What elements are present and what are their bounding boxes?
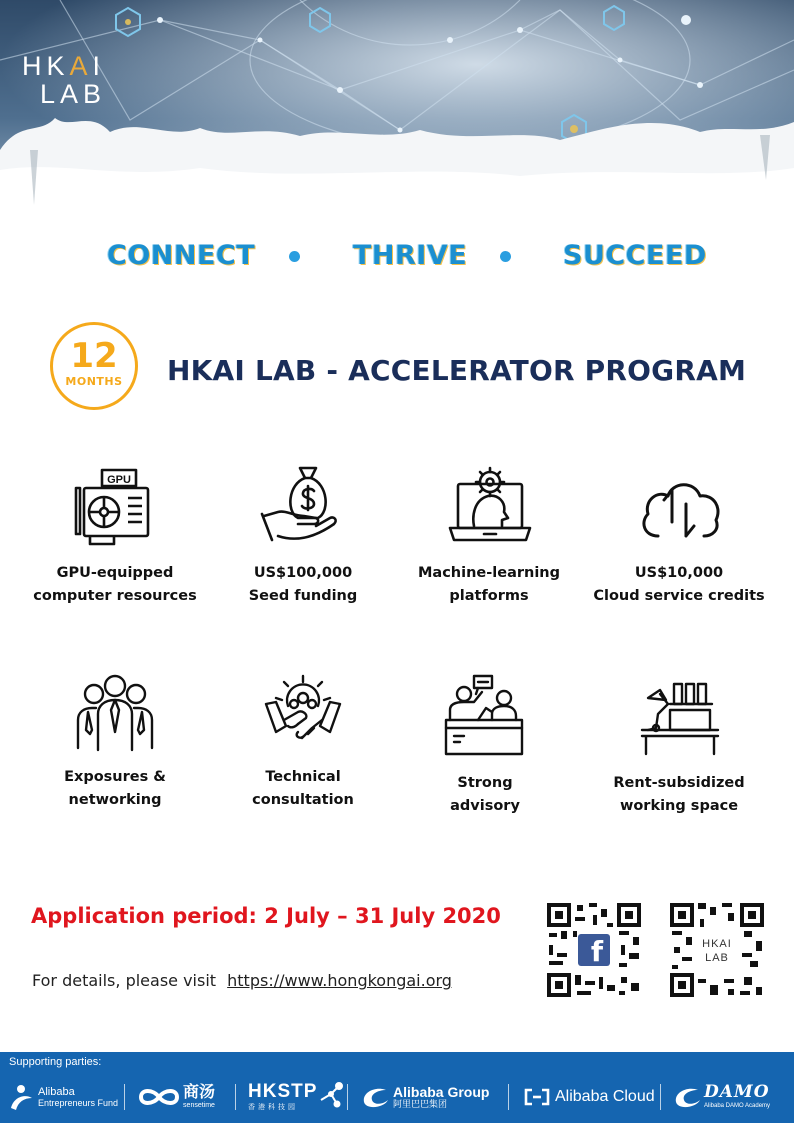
sensetime-logo-icon bbox=[137, 1086, 181, 1108]
hkstp-network-icon bbox=[317, 1082, 343, 1112]
slogan-bullet bbox=[289, 251, 300, 262]
benefit-networking bbox=[20, 670, 210, 812]
sponsor-sub: Entrepreneurs Fund bbox=[38, 1098, 119, 1108]
details-prefix: For details, please visit bbox=[32, 971, 217, 990]
sponsor-name: Alibaba bbox=[38, 1086, 75, 1098]
slogan bbox=[0, 240, 794, 280]
facebook-qr-icon bbox=[545, 901, 643, 999]
benefit-label: Technical consultation bbox=[252, 769, 354, 808]
tech-network-background bbox=[0, 0, 794, 215]
sponsor-name: Alibaba Group bbox=[393, 1083, 490, 1100]
benefit-label: US$10,000 Cloud service credits bbox=[593, 565, 765, 604]
logo-i: I bbox=[92, 51, 106, 81]
header-banner bbox=[0, 0, 794, 215]
slogan-succeed: SUCCEED bbox=[563, 240, 707, 271]
footer-divider bbox=[660, 1084, 661, 1110]
handshake-gear-icon bbox=[258, 670, 348, 754]
benefit-gpu bbox=[20, 460, 210, 608]
machine-learning-laptop-icon bbox=[444, 460, 534, 550]
footer-divider bbox=[508, 1084, 509, 1110]
facebook-qr-code[interactable] bbox=[545, 901, 643, 999]
benefit-cloud-credits bbox=[584, 460, 774, 608]
gpu-chip-label: GPU bbox=[107, 474, 131, 486]
advisory-meeting-icon bbox=[440, 670, 530, 760]
application-period: Application period: 2 July – 31 July 2020 bbox=[31, 904, 501, 928]
sponsor-name: DAMO bbox=[704, 1082, 770, 1102]
benefit-advisory bbox=[390, 670, 580, 818]
sponsor-name: Alibaba Cloud bbox=[555, 1088, 655, 1105]
footer-divider bbox=[347, 1084, 348, 1110]
qr-logo-text: LAB bbox=[705, 952, 729, 964]
team-people-icon bbox=[70, 670, 160, 754]
sponsor-damo bbox=[672, 1080, 770, 1114]
gpu-card-icon bbox=[70, 460, 160, 550]
benefit-label: GPU-equipped computer resources bbox=[33, 565, 197, 604]
sponsor-sub: sensetime bbox=[183, 1102, 215, 1109]
benefit-label: Rent-subsidized working space bbox=[613, 775, 745, 814]
hkai-lab-qr-icon bbox=[668, 901, 766, 999]
benefit-seed-funding bbox=[208, 460, 398, 608]
hkai-lab-logo bbox=[22, 52, 106, 108]
duration-number: 12 bbox=[70, 336, 118, 376]
benefit-label: Exposures & networking bbox=[64, 769, 166, 808]
logo-lab: LAB bbox=[40, 79, 107, 109]
details-line bbox=[32, 971, 452, 990]
alibaba-group-logo-icon bbox=[360, 1084, 390, 1110]
sponsor-name: HKSTP bbox=[248, 1081, 318, 1102]
facebook-f: f bbox=[590, 935, 604, 968]
supporting-parties-footer bbox=[0, 1052, 794, 1123]
logo-a: A bbox=[69, 51, 93, 81]
sponsor-sub: Alibaba DAMO Academy bbox=[704, 1103, 771, 1109]
benefit-technical-consultation bbox=[208, 670, 398, 812]
benefit-label: US$100,000 Seed funding bbox=[248, 565, 358, 604]
benefit-working-space bbox=[584, 670, 774, 818]
website-link[interactable]: https://www.hongkongai.org bbox=[227, 971, 452, 990]
sponsor-sub: 阿里巴巴集团 bbox=[393, 1099, 448, 1110]
sponsor-alibaba-cloud bbox=[523, 1080, 655, 1114]
sponsor-alibaba-ef bbox=[8, 1080, 118, 1114]
sponsor-sub: 香港科技园 bbox=[248, 1103, 298, 1111]
alibaba-cloud-logo-icon bbox=[523, 1088, 551, 1106]
footer-divider bbox=[235, 1084, 236, 1110]
sponsor-hkstp bbox=[248, 1080, 343, 1114]
money-bag-hand-icon bbox=[258, 460, 348, 550]
program-title: HKAI LAB - ACCELERATOR PROGRAM bbox=[167, 354, 747, 387]
footer-divider bbox=[124, 1084, 125, 1110]
logo-hk: HK bbox=[22, 51, 70, 81]
desk-lamp-workspace-icon bbox=[634, 670, 724, 760]
sponsor-sensetime bbox=[137, 1080, 215, 1114]
benefit-ml-platforms bbox=[394, 460, 584, 608]
sponsor-alibaba-group bbox=[360, 1080, 489, 1114]
duration-badge bbox=[50, 322, 138, 410]
duration-unit: MONTHS bbox=[65, 375, 123, 388]
slogan-bullet bbox=[500, 251, 511, 262]
alibaba-ef-logo-icon bbox=[8, 1082, 34, 1112]
benefit-label: Machine-learning platforms bbox=[417, 565, 560, 604]
slogan-thrive: THRIVE bbox=[353, 240, 468, 271]
hkai-lab-qr-code[interactable] bbox=[668, 901, 766, 999]
damo-logo-icon bbox=[672, 1084, 702, 1110]
sponsor-name: 商汤 bbox=[183, 1082, 216, 1101]
footer-caption: Supporting parties: bbox=[9, 1056, 102, 1068]
cloud-sync-icon bbox=[634, 460, 724, 550]
benefit-label: Strong advisory bbox=[450, 775, 520, 814]
qr-logo-text: HKAI bbox=[702, 938, 732, 950]
slogan-connect: CONNECT bbox=[107, 240, 256, 271]
